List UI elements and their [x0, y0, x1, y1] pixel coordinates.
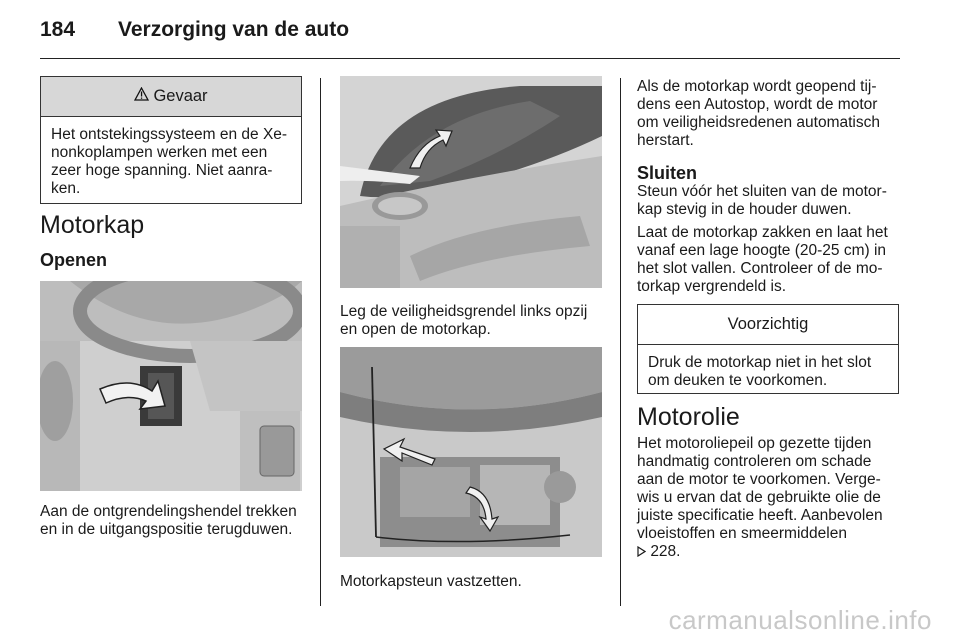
danger-box-header — [41, 77, 301, 117]
section-title-motorkap: Motorkap — [40, 211, 145, 239]
text-line: Het motoroliepeil op gezette tijden — [637, 435, 872, 452]
caption-bonnet-stay — [340, 573, 610, 591]
text-line: en in de uitgangspositie terugduwen. — [40, 521, 293, 538]
figure-release-lever — [40, 281, 302, 491]
text-line: Leg de veiligheidsgrendel links opzij — [340, 303, 588, 320]
page-ref-arrow-icon — [637, 543, 650, 560]
text-line: wis u ervan dat de gebruikte olie de — [637, 489, 881, 506]
text-line: Motorkapsteun vastzetten. — [340, 573, 522, 590]
page-reference-number: 228. — [650, 543, 681, 560]
danger-box-heading: Gevaar — [153, 87, 208, 105]
column-divider-right — [620, 78, 621, 606]
text-line: en open de motorkap. — [340, 321, 491, 338]
text-line: herstart. — [637, 132, 694, 149]
text-line: Het ontstekingssysteem en de Xe- — [51, 126, 288, 143]
text-line: Druk de motorkap niet in het slot — [648, 354, 872, 371]
text-line: Steun vóór het sluiten van de motor- — [637, 183, 887, 200]
closing-paragraph-2 — [637, 224, 907, 296]
text-line: Als de motorkap wordt geopend tij- — [637, 78, 877, 95]
subsection-title-sluiten: Sluiten — [637, 163, 698, 183]
danger-box — [40, 76, 302, 204]
autostop-paragraph — [637, 78, 907, 150]
watermark: carmanualsonline.info — [668, 605, 932, 635]
figure-safety-catch — [340, 76, 602, 288]
column-divider-left — [320, 78, 321, 606]
caution-box-header — [638, 305, 898, 345]
text-line: om veiligheidsredenen automatisch — [637, 114, 880, 131]
text-line: dens een Autostop, wordt de motor — [637, 96, 878, 113]
caution-box-heading: Voorzichtig — [727, 315, 809, 333]
caution-box-text — [638, 345, 898, 399]
figure-bonnet-stay — [340, 347, 602, 557]
section-title-motorolie: Motorolie — [637, 403, 740, 431]
text-line: ken. — [51, 180, 81, 197]
header-rule — [40, 58, 900, 59]
page-header-title: Verzorging van de auto — [118, 18, 350, 41]
text-line: nonkoplampen werken met een — [51, 144, 268, 161]
oil-paragraph — [637, 435, 909, 561]
caption-safety-catch — [340, 303, 610, 339]
text-line: Laat de motorkap zakken en laat het — [637, 224, 888, 241]
text-line: torkap vergrendeld is. — [637, 278, 787, 295]
text-line: vanaf een lage hoogte (20-25 cm) in — [637, 242, 887, 259]
page-number: 184 — [40, 18, 76, 41]
subsection-title-openen: Openen — [40, 250, 108, 270]
text-line: kap stevig in de houder duwen. — [637, 201, 852, 218]
danger-box-text — [41, 117, 301, 207]
text-line: zeer hoge spanning. Niet aanra- — [51, 162, 273, 179]
page-reference[interactable] — [637, 543, 909, 561]
text-line: aan de motor te voorkomen. Verge- — [637, 471, 881, 488]
caption-release-lever — [40, 503, 310, 539]
text-line: het slot vallen. Controleer of de mo- — [637, 260, 883, 277]
text-line: om deuken te voorkomen. — [648, 372, 828, 389]
text-line: handmatig controleren om schade — [637, 453, 872, 470]
caution-box — [637, 304, 899, 394]
warning-triangle-icon — [134, 87, 149, 106]
text-line: vloeistoffen en smeermiddelen — [637, 525, 847, 542]
text-line: juiste specificatie heeft. Aanbevolen — [637, 507, 883, 524]
text-line: Aan de ontgrendelingshendel trekken — [40, 503, 297, 520]
closing-paragraph-1 — [637, 183, 907, 219]
